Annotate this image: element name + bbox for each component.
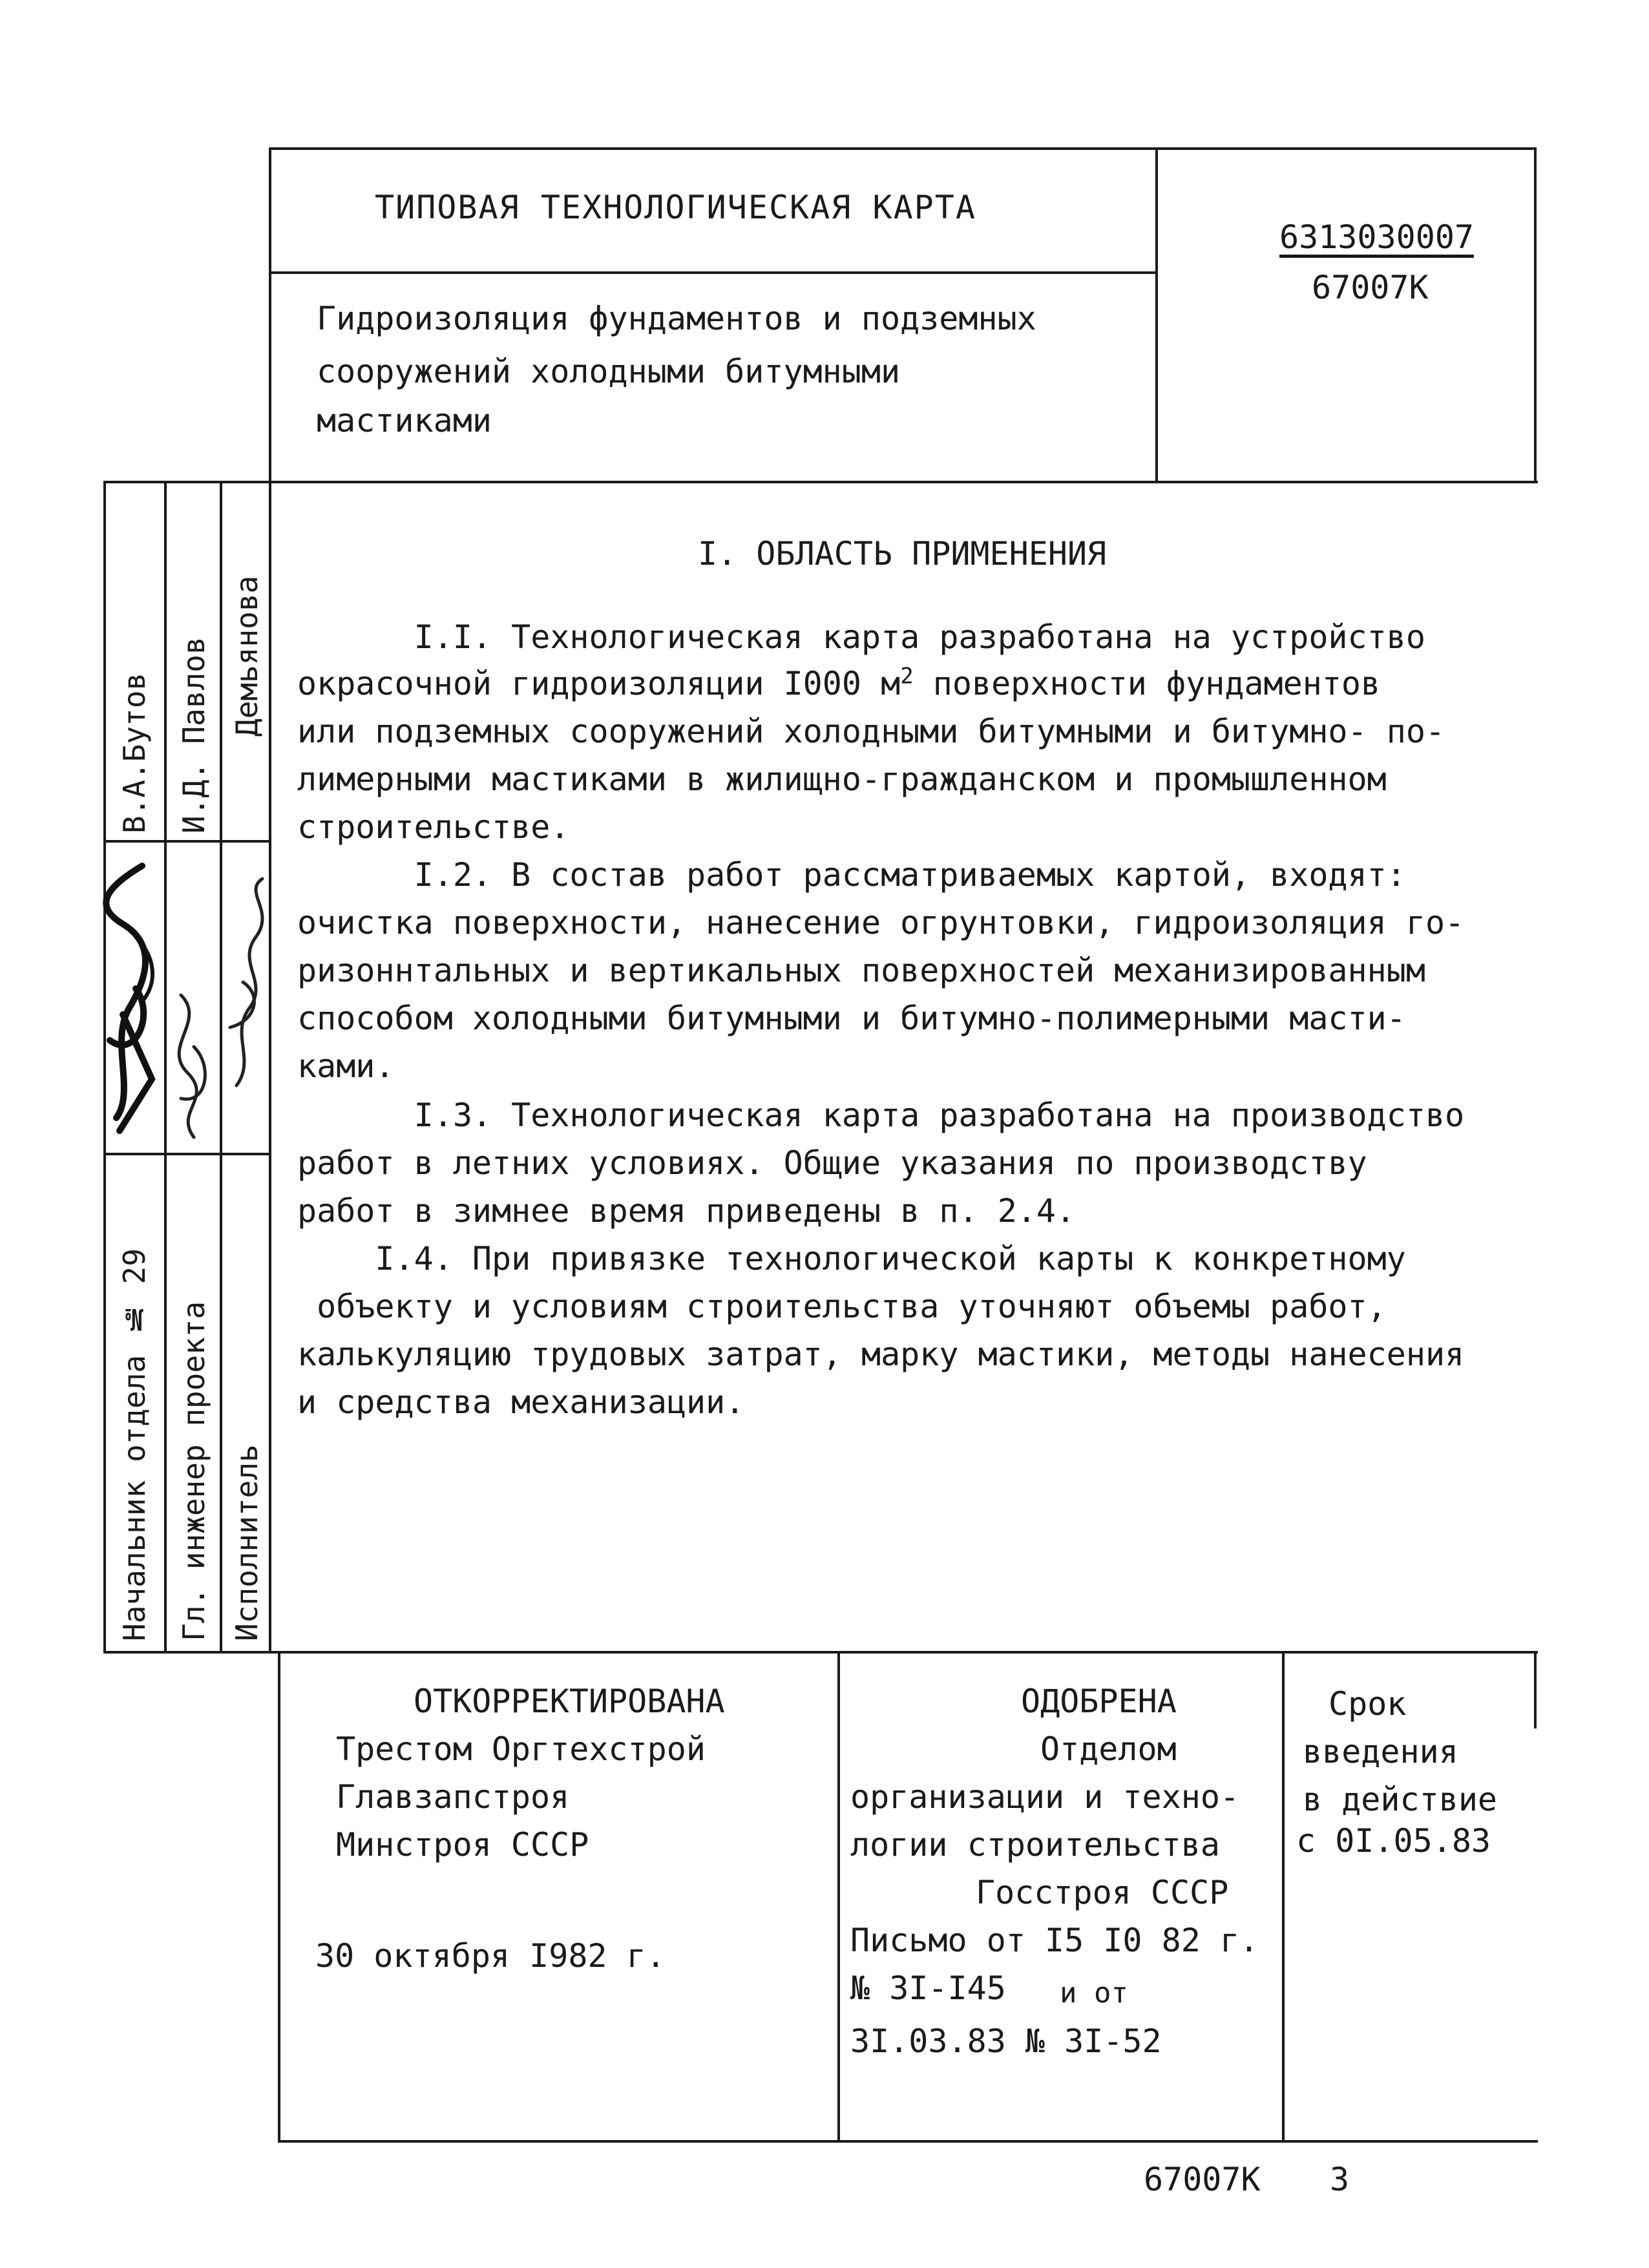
- para-line-5: строительстве.: [297, 808, 570, 846]
- signature-2-icon: [162, 969, 226, 1150]
- para-line-9: способом холодными битумными и битумно-полимерными масти-: [297, 1000, 1406, 1037]
- para-line-15: объекту и условиям строительства уточняют объемы работ,: [297, 1288, 1387, 1325]
- footer-divider-1: [837, 1651, 840, 2142]
- approved-line-5: Письмо от I5 I0 82 г.: [850, 1922, 1259, 1959]
- corrected-heading: ОТКОРРЕКТИРОВАНА: [414, 1683, 725, 1720]
- section-heading: I. ОБЛАСТЬ ПРИМЕНЕНИЯ: [698, 535, 1107, 572]
- corrected-line-3: Минстроя СССР: [336, 1826, 589, 1864]
- side-name-2: И.Д. Павлов: [176, 636, 211, 834]
- doc-title-line-3: мастиками: [317, 402, 492, 439]
- corrected-line-1: Трестом Оргтехстрой: [336, 1730, 706, 1768]
- para-line-16: калькуляцию трудовых затрат, марку мастики, методы нанесения: [297, 1336, 1465, 1373]
- page-footer-code: 67007К: [1144, 2161, 1261, 2198]
- para-line-11: I.3. Технологическая карта разработана на производство: [297, 1097, 1465, 1134]
- doc-code-sub: 67007К: [1312, 269, 1429, 306]
- approved-line-6: № 3I-I45: [850, 1969, 1006, 2007]
- para-line-13: работ в зимнее время приведены в п. 2.4.: [297, 1192, 1076, 1230]
- term-line-1: Срок: [1329, 1685, 1407, 1723]
- side-name-3: Демьянова: [229, 575, 264, 737]
- side-signs-divider: [103, 1153, 270, 1155]
- side-name-1: В.А.Бутов: [117, 672, 152, 834]
- para-line-2: [297, 660, 1512, 708]
- footer-right-border: [1534, 1651, 1537, 1728]
- approved-heading: ОДОБРЕНА: [1021, 1683, 1177, 1720]
- para-line-3: или подземных сооружений холодными битумными и битумно- по-: [297, 713, 1445, 750]
- side-bottom-border: [103, 1651, 1538, 1654]
- footer-left-border: [278, 1651, 280, 2142]
- para-line-7: очистка поверхности, нанесение огрунтовки, гидроизоляция го-: [297, 904, 1465, 941]
- para-line-2-sup: 2: [900, 663, 914, 689]
- para-line-12: работ в летних условиях. Общие указания по производству: [297, 1144, 1367, 1182]
- approved-line-7: и от: [1060, 1977, 1128, 2010]
- approved-line-4: Госстроя СССР: [976, 1874, 1229, 1911]
- term-line-3: в действие: [1303, 1781, 1498, 1818]
- header-divider: [1155, 147, 1158, 483]
- approved-line-8: 3I.03.83 № 3I-52: [850, 2022, 1162, 2060]
- doc-title-line-2: сооружений холодными битумными: [317, 353, 901, 390]
- para-line-2-tail: поверхности фундаментов: [913, 665, 1381, 702]
- approved-line-2: организации и техно-: [850, 1778, 1240, 1816]
- header-top-border: [269, 147, 1537, 150]
- approved-line-3: логии строительства: [850, 1826, 1220, 1864]
- corrected-line-2: Главзапстроя: [336, 1778, 570, 1816]
- signature-1-icon: [97, 846, 168, 1150]
- side-position-1: Начальник отдела № 29: [117, 1248, 152, 1641]
- header-bottom-border: [103, 481, 1538, 483]
- side-position-3: Исполнитель: [229, 1444, 264, 1641]
- header-title-divider: [269, 271, 1157, 274]
- doc-code-main: 6313030007: [1279, 218, 1475, 256]
- side-position-2: Гл. инженер проекта: [176, 1301, 211, 1641]
- para-line-4: лимерными мастиками в жилищно-гражданском и промышленном: [297, 761, 1387, 798]
- term-line-2: введения: [1303, 1733, 1458, 1770]
- para-line-17: и средства механизации.: [297, 1383, 745, 1421]
- footer-divider-2: [1282, 1651, 1285, 2142]
- footer-bottom-border: [278, 2140, 1538, 2143]
- side-names-divider: [103, 840, 270, 843]
- doc-type: ТИПОВАЯ ТЕХНОЛОГИЧЕСКАЯ КАРТА: [375, 189, 976, 226]
- term-line-4: с 0I.05.83: [1296, 1822, 1491, 1860]
- doc-title-line-1: Гидроизоляция фундаментов и подземных: [317, 300, 1036, 337]
- signature-3-icon: [217, 866, 275, 1098]
- approved-line-1: Отделом: [1040, 1730, 1177, 1768]
- para-line-14: I.4. При привязке технологической карты к конкретному: [297, 1240, 1406, 1277]
- para-line-10: ками.: [297, 1047, 395, 1085]
- para-line-6: I.2. В состав работ рассматриваемых картой, входят:: [297, 856, 1406, 894]
- page-number: 3: [1330, 2161, 1350, 2198]
- header-right-border: [1534, 147, 1537, 483]
- para-line-1: I.I. Технологическая карта разработана на устройство: [297, 618, 1425, 656]
- corrected-date: 30 октября I982 г.: [315, 1937, 666, 1975]
- para-line-8: ризоннтальных и вертикальных поверхностей механизированным: [297, 952, 1425, 989]
- para-line-2-text: окрасочной гидроизоляции I000 м: [297, 665, 901, 702]
